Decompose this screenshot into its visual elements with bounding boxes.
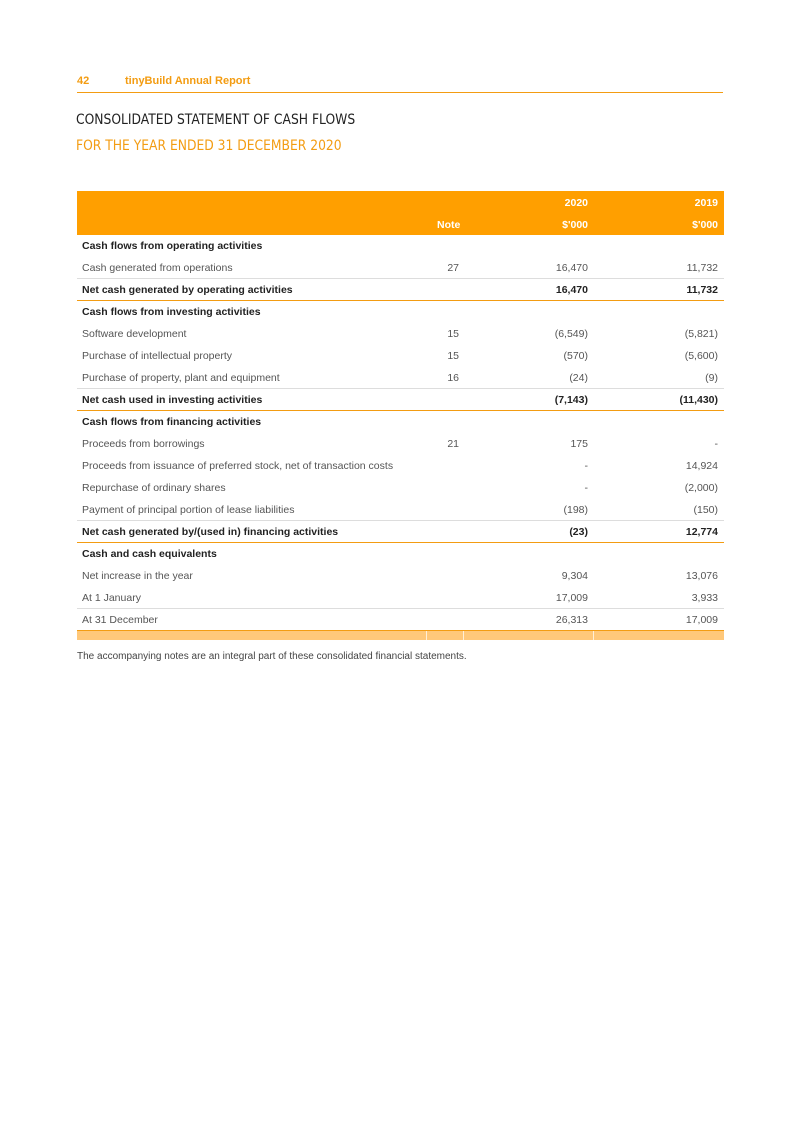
row-value-2020: (24) — [569, 372, 588, 384]
cash-flow-table — [77, 191, 724, 640]
row-value-2019: (5,600) — [684, 350, 718, 362]
row-value-2020: 9,304 — [561, 570, 588, 582]
row-label: Purchase of intellectual property — [82, 350, 232, 362]
table-header — [77, 191, 724, 235]
row-value-2020: 16,470 — [555, 284, 588, 296]
row-note: 27 — [447, 262, 459, 274]
row-note: 21 — [447, 438, 459, 450]
total-row — [77, 389, 724, 411]
table-row — [77, 433, 724, 455]
table-row — [77, 499, 724, 521]
table-row — [77, 345, 724, 367]
table-row — [77, 565, 724, 587]
table-row — [77, 455, 724, 477]
row-value-2020: (6,549) — [554, 328, 588, 340]
row-label: Cash flows from financing activities — [82, 416, 262, 428]
row-label: At 31 December — [82, 614, 158, 626]
row-value-2020: (198) — [563, 504, 588, 516]
row-value-2019: 12,774 — [685, 526, 718, 538]
row-label: Cash flows from operating activities — [82, 240, 263, 252]
row-value-2019: (5,821) — [684, 328, 718, 340]
row-label: Proceeds from borrowings — [82, 438, 205, 450]
section-heading-row — [77, 235, 724, 257]
header-year-2019: 2019 — [694, 197, 718, 209]
table-row — [77, 477, 724, 499]
section-heading-row — [77, 543, 724, 565]
row-value-2019: 13,076 — [685, 570, 718, 582]
header-unit-2020: $'000 — [562, 219, 588, 231]
row-value-2019: 14,924 — [685, 460, 718, 472]
header-unit-2019: $'000 — [692, 219, 718, 231]
row-value-2020: (570) — [563, 350, 588, 362]
row-label: Repurchase of ordinary shares — [82, 482, 226, 494]
header-year-2020: 2020 — [564, 197, 588, 209]
section-heading-row — [77, 301, 724, 323]
row-note: 16 — [447, 372, 459, 384]
row-value-2020: 17,009 — [555, 592, 588, 604]
row-value-2020: (23) — [569, 526, 588, 538]
row-label: Cash generated from operations — [82, 262, 233, 274]
table-row — [77, 367, 724, 389]
row-value-2019: (150) — [693, 504, 718, 516]
row-label: Net increase in the year — [82, 570, 193, 582]
row-value-2019: 11,732 — [686, 262, 718, 274]
row-note: 15 — [447, 328, 459, 340]
row-value-2019: 3,933 — [691, 592, 718, 604]
row-value-2019: 11,732 — [686, 284, 718, 296]
row-value-2020: - — [584, 482, 588, 494]
row-label: Cash and cash equivalents — [82, 548, 217, 560]
row-value-2020: 175 — [570, 438, 588, 450]
table-body — [77, 235, 724, 631]
row-value-2020: - — [584, 460, 588, 472]
statement-subtitle: FOR THE YEAR ENDED 31 DECEMBER 2020 — [76, 138, 342, 154]
table-row — [77, 587, 724, 609]
footnote: The accompanying notes are an integral part of these consolidated financial statements. — [77, 651, 467, 662]
footer-divider — [593, 631, 594, 640]
page-number: 42 — [77, 75, 90, 87]
table-row — [77, 609, 724, 631]
row-label: Net cash generated by operating activities — [82, 284, 293, 296]
row-value-2020: 16,470 — [555, 262, 588, 274]
total-row — [77, 279, 724, 301]
table-row — [77, 323, 724, 345]
row-value-2019: 17,009 — [685, 614, 718, 626]
row-label: Purchase of property, plant and equipment — [82, 372, 280, 384]
row-label: Net cash generated by/(used in) financing activities — [82, 526, 339, 538]
row-label: Software development — [82, 328, 187, 340]
row-value-2019: (2,000) — [684, 482, 718, 494]
row-value-2019: (11,430) — [679, 394, 718, 406]
total-row — [77, 521, 724, 543]
table-row — [77, 257, 724, 279]
footer-divider — [426, 631, 427, 640]
row-note: 15 — [447, 350, 459, 362]
report-title: tinyBuild Annual Report — [125, 75, 251, 87]
row-value-2020: (7,143) — [554, 394, 588, 406]
page-header — [77, 73, 723, 93]
row-label: Proceeds from issuance of preferred stock, net of transaction costs — [82, 460, 394, 472]
header-note: Note — [437, 219, 461, 231]
row-value-2019: - — [714, 438, 718, 450]
row-label: Cash flows from investing activities — [82, 306, 261, 318]
footer-divider — [463, 631, 464, 640]
row-label: At 1 January — [82, 592, 141, 604]
table-footer-bar — [77, 631, 724, 640]
row-value-2020: 26,313 — [555, 614, 588, 626]
row-label: Net cash used in investing activities — [82, 394, 263, 406]
section-heading-row — [77, 411, 724, 433]
row-value-2019: (9) — [705, 372, 718, 384]
statement-title: CONSOLIDATED STATEMENT OF CASH FLOWS — [76, 112, 356, 128]
row-label: Payment of principal portion of lease liabilities — [82, 504, 295, 516]
